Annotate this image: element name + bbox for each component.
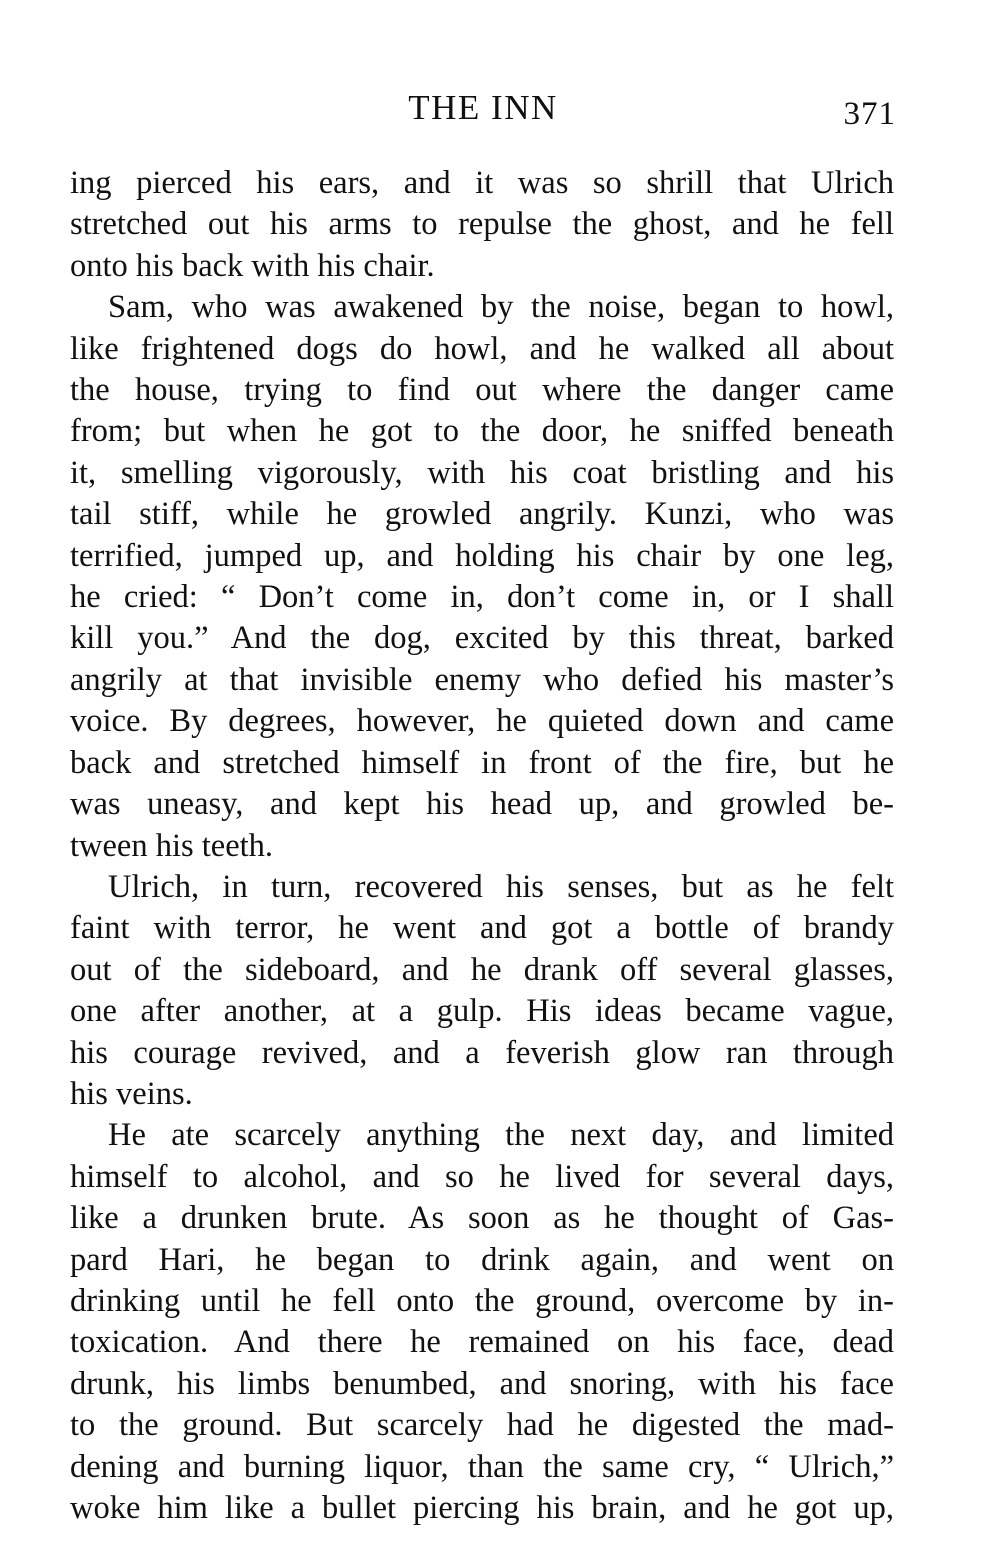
text-line: kill you.” And the dog, excited by this threat, barked	[70, 620, 894, 657]
text-line: his veins.	[70, 1075, 193, 1112]
text-line: tail stiff, while he growled angrily. Kunzi, who was	[70, 496, 894, 533]
text-line: himself to alcohol, and so he lived for several days,	[70, 1158, 894, 1195]
page-number: 371	[843, 96, 896, 132]
text-line: voice. By degrees, however, he quieted down and came	[70, 703, 894, 740]
text-line: like a drunken brute. As soon as he thought of Gas-	[70, 1200, 894, 1237]
text-line: out of the sideboard, and he drank off several glasses,	[70, 951, 894, 988]
text-line: stretched out his arms to repulse the ghost, and he fell	[70, 206, 894, 243]
text-line: He ate scarcely anything the next day, and limited	[108, 1117, 894, 1154]
text-line: Sam, who was awakened by the noise, began to howl,	[108, 289, 894, 326]
text-line: drinking until he fell onto the ground, overcome by in-	[70, 1282, 894, 1319]
text-line: Ulrich, in turn, recovered his senses, but as he felt	[108, 868, 894, 905]
text-line: terrified, jumped up, and holding his chair by one leg,	[70, 537, 894, 574]
text-line: was uneasy, and kept his head up, and growled be-	[70, 786, 894, 823]
text-line: like frightened dogs do howl, and he walked all about	[70, 330, 894, 367]
text-line: woke him like a bullet piercing his brain, and he got up,	[70, 1490, 894, 1526]
text-line: ing pierced his ears, and it was so shrill that Ulrich	[70, 165, 894, 201]
text-line: drunk, his limbs benumbed, and snoring, with his face	[70, 1365, 894, 1402]
text-line: faint with terror, he went and got a bottle of brandy	[70, 910, 894, 947]
text-line: to the ground. But scarcely had he digested the mad-	[70, 1407, 894, 1444]
text-line: the house, trying to find out where the danger came	[70, 372, 894, 409]
text-line: onto his back with his chair.	[70, 247, 435, 284]
text-line: tween his teeth.	[70, 827, 274, 864]
text-line: pard Hari, he began to drink again, and went on	[70, 1241, 894, 1278]
running-title: THE INN	[408, 88, 558, 127]
text-line: one after another, at a gulp. His ideas became vague,	[70, 993, 894, 1030]
text-line: dening and burning liquor, than the same cry, “ Ulrich,”	[70, 1448, 894, 1485]
body-text	[70, 163, 894, 1529]
text-line: back and stretched himself in front of the fire, but he	[70, 744, 894, 781]
text-line: his courage revived, and a feverish glow ran through	[70, 1034, 894, 1071]
text-line: angrily at that invisible enemy who defied his master’s	[70, 661, 894, 698]
text-line: toxication. And there he remained on his face, dead	[70, 1324, 894, 1361]
text-line: he cried: “ Don’t come in, don’t come in, or I shall	[70, 579, 894, 616]
text-line: it, smelling vigorously, with his coat bristling and his	[70, 454, 894, 491]
text-line: from; but when he got to the door, he sniffed beneath	[70, 413, 894, 450]
page-header	[70, 88, 896, 138]
